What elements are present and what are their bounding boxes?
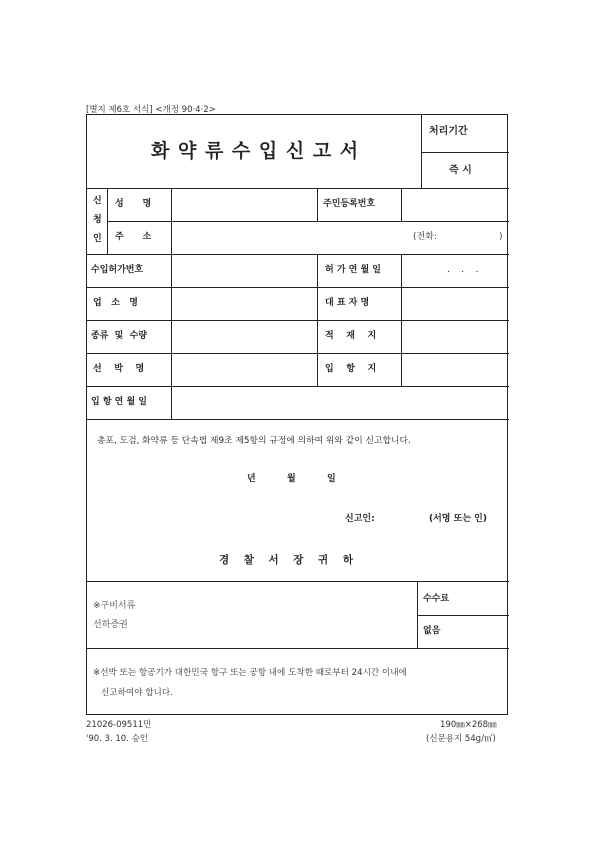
phone-close: ) (499, 232, 503, 242)
ship-name-label: 선 박 명 (93, 364, 145, 374)
resident-id-label: 주민등록번호 (323, 199, 376, 209)
form-title: 화 약 류 수 입 신 고 서 (151, 140, 360, 162)
divider (87, 287, 509, 288)
form-number: [별지 제6호 서식] <개정 90·4·2> (86, 105, 216, 115)
processing-period-value: 즉 시 (449, 165, 472, 176)
fee-label: 수수료 (423, 594, 450, 604)
divider (107, 188, 108, 254)
attachments-item: 선하증권 (93, 620, 128, 630)
applicant-label-char: 청 (93, 215, 102, 225)
divider (87, 419, 509, 420)
permit-date-label: 허 가 연 월 일 (325, 265, 382, 275)
declarant-label: 신고인: (345, 514, 375, 524)
declaration-text: 총포, 도검, 화약류 등 단속법 제9조 제5항의 규정에 의하여 위와 같이 신고합니다. (97, 436, 411, 446)
footer-size: 190㎜×268㎜ (440, 720, 497, 730)
divider (87, 353, 509, 354)
business-name-label: 업 소 명 (93, 298, 138, 308)
divider (317, 188, 318, 221)
divider (87, 386, 509, 387)
permit-date-value: . . . (447, 265, 479, 275)
phone-label: (전화: (413, 232, 437, 242)
divider (401, 188, 402, 221)
footer-code: 21026-09511민 (86, 720, 152, 730)
representative-label: 대 표 자 명 (325, 298, 370, 308)
loading-place-label: 적 재 지 (325, 331, 377, 341)
port-of-entry-label: 입 항 지 (325, 364, 377, 374)
divider (87, 254, 509, 255)
note-line: 신고하여야 합니다. (101, 688, 173, 698)
applicant-label-char: 인 (93, 234, 102, 244)
import-permit-no-label: 수입허가번호 (91, 265, 144, 275)
fee-value: 없음 (423, 626, 441, 636)
footer-approval: '90. 3. 10. 승인 (86, 734, 149, 744)
signature-label: (서명 또는 인) (429, 514, 487, 524)
divider (417, 581, 418, 648)
divider (171, 188, 172, 419)
note-line: ※선박 또는 항공기가 대한민국 항구 또는 공항 내에 도착한 때로부터 24시간 이내에 (93, 668, 407, 678)
attachments-label: ※구비서류 (93, 601, 136, 611)
divider (421, 152, 509, 153)
divider (401, 254, 402, 386)
name-label: 성 명 (115, 199, 152, 209)
divider (87, 648, 509, 649)
entry-date-label: 입 항 연 월 일 (91, 397, 148, 407)
date-line: 년 월 일 (247, 474, 336, 484)
declaration-form (86, 114, 508, 715)
divider (87, 188, 509, 189)
address-label: 주 소 (115, 232, 152, 242)
divider (417, 615, 509, 616)
addressee: 경 찰 서 장 귀 하 (219, 554, 353, 566)
divider (421, 115, 422, 188)
divider (107, 221, 509, 222)
divider (87, 581, 509, 582)
processing-period-label: 처리기간 (429, 126, 468, 137)
footer-paper: (신문용지 54g/㎡) (426, 734, 496, 744)
applicant-label-char: 신 (93, 196, 102, 206)
divider (317, 254, 318, 386)
divider (87, 320, 509, 321)
type-quantity-label: 종류 및 수량 (91, 331, 148, 341)
